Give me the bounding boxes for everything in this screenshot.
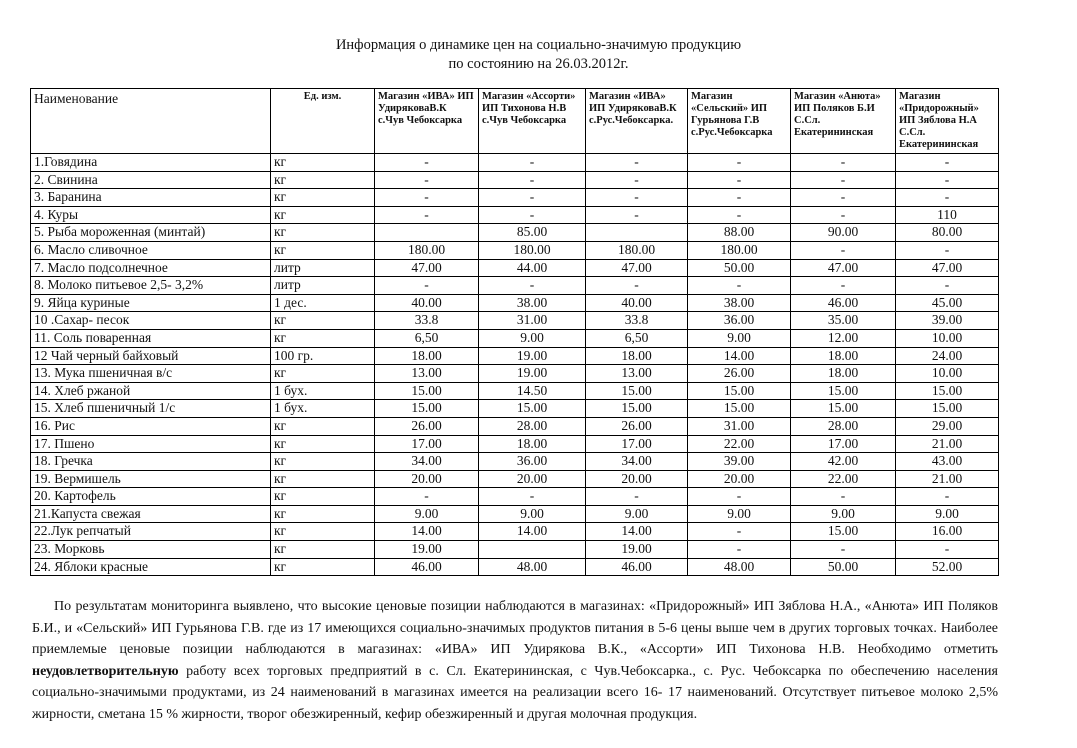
price-cell: 9.00 — [586, 505, 688, 523]
price-cell: - — [479, 171, 586, 189]
price-cell: 18.00 — [791, 365, 896, 383]
price-cell: - — [688, 154, 791, 172]
price-cell: - — [896, 541, 999, 559]
header-store-iva-rus: Магазин «ИВА» ИП УдиряковаВ.К с.Рус.Чебоксарка. — [586, 89, 688, 154]
table-row — [31, 312, 999, 330]
price-cell: 9.00 — [479, 329, 586, 347]
unit: кг — [271, 435, 375, 453]
price-cell: 13.00 — [586, 365, 688, 383]
product-name: 1.Говядина — [31, 154, 271, 172]
table-row — [31, 400, 999, 418]
product-name: 24. Яблоки красные — [31, 558, 271, 576]
unit: кг — [271, 206, 375, 224]
price-cell: 47.00 — [896, 259, 999, 277]
price-cell: 110 — [896, 206, 999, 224]
table-row — [31, 382, 999, 400]
price-cell: - — [375, 277, 479, 295]
product-name: 19. Вермишель — [31, 470, 271, 488]
price-cell: 28.00 — [791, 417, 896, 435]
price-cell: 19.00 — [479, 365, 586, 383]
price-cell: 180.00 — [375, 241, 479, 259]
document-title — [0, 36, 1077, 74]
price-cell: 40.00 — [586, 294, 688, 312]
unit: кг — [271, 470, 375, 488]
price-cell: 14.00 — [375, 523, 479, 541]
price-cell: 16.00 — [896, 523, 999, 541]
unit: литр — [271, 277, 375, 295]
price-cell: - — [375, 154, 479, 172]
price-cell: 46.00 — [791, 294, 896, 312]
price-cell: 19.00 — [375, 541, 479, 559]
table-row — [31, 154, 999, 172]
price-cell: 15.00 — [896, 400, 999, 418]
price-cell: 40.00 — [375, 294, 479, 312]
table-row — [31, 347, 999, 365]
price-cell: 180.00 — [586, 241, 688, 259]
price-cell: 9.00 — [479, 505, 586, 523]
price-cell — [375, 224, 479, 242]
price-cell: 46.00 — [586, 558, 688, 576]
unit: кг — [271, 171, 375, 189]
price-cell: 26.00 — [375, 417, 479, 435]
price-cell: 88.00 — [688, 224, 791, 242]
price-cell: 33.8 — [586, 312, 688, 330]
unit: кг — [271, 488, 375, 506]
unit: кг — [271, 154, 375, 172]
price-cell: 47.00 — [586, 259, 688, 277]
product-name: 13. Мука пшеничная в/с — [31, 365, 271, 383]
conclusion-emphasis: неудовлетворительную — [32, 663, 179, 679]
unit: кг — [271, 329, 375, 347]
price-cell: 50.00 — [791, 558, 896, 576]
price-cell: 10.00 — [896, 329, 999, 347]
price-cell: - — [896, 171, 999, 189]
price-cell: 20.00 — [586, 470, 688, 488]
price-cell: - — [688, 277, 791, 295]
price-cell: 15.00 — [586, 400, 688, 418]
price-cell: 12.00 — [791, 329, 896, 347]
price-cell: 14.00 — [688, 347, 791, 365]
price-cell: 31.00 — [688, 417, 791, 435]
price-cell: 34.00 — [586, 453, 688, 471]
price-cell: 6,50 — [375, 329, 479, 347]
price-cell: 34.00 — [375, 453, 479, 471]
price-cell: 15.00 — [479, 400, 586, 418]
unit: литр — [271, 259, 375, 277]
price-cell: - — [586, 154, 688, 172]
price-cell: 180.00 — [479, 241, 586, 259]
price-cell: - — [479, 206, 586, 224]
price-cell: - — [896, 241, 999, 259]
product-name: 2. Свинина — [31, 171, 271, 189]
price-cell: 38.00 — [479, 294, 586, 312]
price-cell: 180.00 — [688, 241, 791, 259]
price-cell: 33.8 — [375, 312, 479, 330]
price-cell: 31.00 — [479, 312, 586, 330]
price-cell: 36.00 — [479, 453, 586, 471]
price-cell: 15.00 — [688, 382, 791, 400]
unit: кг — [271, 523, 375, 541]
price-cell: 29.00 — [896, 417, 999, 435]
price-cell: - — [375, 171, 479, 189]
price-cell: - — [896, 189, 999, 207]
price-cell: 43.00 — [896, 453, 999, 471]
price-cell: - — [586, 189, 688, 207]
table-row — [31, 294, 999, 312]
product-name: 7. Масло подсолнечное — [31, 259, 271, 277]
unit: кг — [271, 453, 375, 471]
price-cell: 48.00 — [479, 558, 586, 576]
unit: кг — [271, 241, 375, 259]
price-cell: 52.00 — [896, 558, 999, 576]
price-cell: 15.00 — [586, 382, 688, 400]
price-cell: - — [791, 154, 896, 172]
price-cell: 39.00 — [688, 453, 791, 471]
price-cell: - — [688, 171, 791, 189]
product-name: 22.Лук репчатый — [31, 523, 271, 541]
price-cell: 9.00 — [896, 505, 999, 523]
product-name: 8. Молоко питьевое 2,5- 3,2% — [31, 277, 271, 295]
price-cell — [479, 541, 586, 559]
price-cell: - — [586, 277, 688, 295]
price-cell: - — [479, 154, 586, 172]
price-cell: 50.00 — [688, 259, 791, 277]
header-store-pridorozhny: Магазин «Придорожный» ИП Зяблова Н.А С.Сл. Екатерининская — [896, 89, 999, 154]
price-table-body — [31, 154, 999, 576]
price-cell: 20.00 — [479, 470, 586, 488]
price-cell: - — [586, 171, 688, 189]
price-cell: 9.00 — [688, 505, 791, 523]
price-cell: - — [479, 488, 586, 506]
product-name: 11. Соль поваренная — [31, 329, 271, 347]
price-cell: - — [791, 171, 896, 189]
price-cell: - — [688, 541, 791, 559]
price-cell: 20.00 — [375, 470, 479, 488]
price-cell: - — [586, 488, 688, 506]
table-row — [31, 505, 999, 523]
table-row — [31, 171, 999, 189]
table-row — [31, 488, 999, 506]
price-cell: 18.00 — [586, 347, 688, 365]
table-row — [31, 277, 999, 295]
price-cell: 35.00 — [791, 312, 896, 330]
conclusion-paragraph — [32, 596, 998, 725]
price-table — [30, 88, 999, 576]
price-cell: 19.00 — [586, 541, 688, 559]
price-cell: - — [896, 488, 999, 506]
unit: 1 дес. — [271, 294, 375, 312]
price-cell: 21.00 — [896, 435, 999, 453]
table-row — [31, 329, 999, 347]
table-row — [31, 435, 999, 453]
price-cell: - — [791, 206, 896, 224]
price-cell: 26.00 — [586, 417, 688, 435]
price-cell: 15.00 — [375, 400, 479, 418]
unit: кг — [271, 541, 375, 559]
price-cell: 21.00 — [896, 470, 999, 488]
product-name: 12 Чай черный байховый — [31, 347, 271, 365]
product-name: 15. Хлеб пшеничный 1/с — [31, 400, 271, 418]
unit: кг — [271, 312, 375, 330]
price-cell: 85.00 — [479, 224, 586, 242]
conclusion-text-2: работу всех торговых предприятий в с. Сл. Екатерининская, с Чув.Чебоксарка., с. Рус. Чебоксарка по обеспечению населения социально-значимыми продуктами, из 24 наименований в магазинах имеется на реализации всего 16- 17 наименований. Отсутствует питьевое молоко 2,5% жирности, сметана 15 % жирности, творог обезжиренный, кефир обезжиренный и другая молочная продукция. — [32, 663, 998, 722]
price-cell: 14.00 — [479, 523, 586, 541]
price-cell: 46.00 — [375, 558, 479, 576]
price-cell: 15.00 — [791, 523, 896, 541]
price-cell: 14.50 — [479, 382, 586, 400]
table-row — [31, 470, 999, 488]
price-cell: 15.00 — [688, 400, 791, 418]
product-name: 14. Хлеб ржаной — [31, 382, 271, 400]
price-cell: 18.00 — [791, 347, 896, 365]
table-row — [31, 259, 999, 277]
header-store-iva-chuv: Магазин «ИВА» ИП УдиряковаВ.К с.Чув Чебоксарка — [375, 89, 479, 154]
price-cell: 22.00 — [688, 435, 791, 453]
product-name: 23. Морковь — [31, 541, 271, 559]
price-cell: 17.00 — [586, 435, 688, 453]
price-cell: 90.00 — [791, 224, 896, 242]
price-cell: 44.00 — [479, 259, 586, 277]
price-cell: - — [896, 154, 999, 172]
table-row — [31, 241, 999, 259]
product-name: 3. Баранина — [31, 189, 271, 207]
table-row — [31, 365, 999, 383]
price-cell: 15.00 — [791, 382, 896, 400]
price-cell: 45.00 — [896, 294, 999, 312]
table-row — [31, 417, 999, 435]
price-cell: 9.00 — [688, 329, 791, 347]
price-cell: - — [688, 206, 791, 224]
header-store-anyuta: Магазин «Анюта» ИП Поляков Б.И С.Сл. Екатерининская — [791, 89, 896, 154]
price-cell: 15.00 — [791, 400, 896, 418]
price-cell: 48.00 — [688, 558, 791, 576]
unit: кг — [271, 505, 375, 523]
unit: кг — [271, 189, 375, 207]
unit: кг — [271, 417, 375, 435]
table-row — [31, 189, 999, 207]
table-row — [31, 558, 999, 576]
price-cell: 80.00 — [896, 224, 999, 242]
price-cell: - — [479, 189, 586, 207]
price-cell: - — [375, 206, 479, 224]
table-row — [31, 224, 999, 242]
price-cell: - — [791, 241, 896, 259]
price-cell: 36.00 — [688, 312, 791, 330]
price-cell: - — [791, 541, 896, 559]
unit: 1 бух. — [271, 400, 375, 418]
price-cell: - — [688, 189, 791, 207]
price-cell: - — [791, 189, 896, 207]
header-store-assorti: Магазин «Ассорти» ИП Тихонова Н.В с.Чув Чебоксарка — [479, 89, 586, 154]
price-cell: 39.00 — [896, 312, 999, 330]
price-cell: - — [586, 206, 688, 224]
title-line-2: по состоянию на 26.03.2012г. — [448, 56, 629, 72]
price-cell: 14.00 — [586, 523, 688, 541]
price-cell: 47.00 — [375, 259, 479, 277]
table-row — [31, 541, 999, 559]
price-cell: 15.00 — [375, 382, 479, 400]
price-cell: - — [688, 523, 791, 541]
price-cell — [586, 224, 688, 242]
table-header-row — [31, 89, 999, 154]
price-cell: 6,50 — [586, 329, 688, 347]
product-name: 10 .Сахар- песок — [31, 312, 271, 330]
header-store-selsky: Магазин «Сельский» ИП Гурьянова Г.В с.Рус.Чебоксарка — [688, 89, 791, 154]
product-name: 6. Масло сливочное — [31, 241, 271, 259]
price-cell: - — [479, 277, 586, 295]
price-cell: 17.00 — [791, 435, 896, 453]
price-cell: 19.00 — [479, 347, 586, 365]
price-cell: - — [896, 277, 999, 295]
price-cell: 42.00 — [791, 453, 896, 471]
product-name: 17. Пшено — [31, 435, 271, 453]
product-name: 18. Гречка — [31, 453, 271, 471]
price-cell: 24.00 — [896, 347, 999, 365]
price-cell: 18.00 — [375, 347, 479, 365]
price-cell: 28.00 — [479, 417, 586, 435]
product-name: 9. Яйца куриные — [31, 294, 271, 312]
unit: 1 бух. — [271, 382, 375, 400]
price-cell: 22.00 — [791, 470, 896, 488]
unit: 100 гр. — [271, 347, 375, 365]
unit: кг — [271, 365, 375, 383]
unit: кг — [271, 558, 375, 576]
price-cell: - — [688, 488, 791, 506]
price-cell: 15.00 — [896, 382, 999, 400]
price-cell: 10.00 — [896, 365, 999, 383]
header-unit: Ед. изм. — [271, 89, 375, 154]
price-cell: 9.00 — [791, 505, 896, 523]
product-name: 21.Капуста свежая — [31, 505, 271, 523]
product-name: 4. Куры — [31, 206, 271, 224]
price-cell: 9.00 — [375, 505, 479, 523]
unit: кг — [271, 224, 375, 242]
price-cell: - — [791, 488, 896, 506]
price-cell: 13.00 — [375, 365, 479, 383]
table-row — [31, 523, 999, 541]
price-cell: 18.00 — [479, 435, 586, 453]
header-name: Наименование — [31, 89, 271, 154]
price-cell: 20.00 — [688, 470, 791, 488]
conclusion-text-1: По результатам мониторинга выявлено, что высокие ценовые позиции наблюдаются в магазинах: «Придорожный» ИП Зяблова Н.А., «Анюта» ИП Поляков Б.И., и «Сельский» ИП Гурьянова Г.В. где из 17 имеющихся социально-значимых продуктов питания в 5-6 цены выше чем в других торговых точках. Наиболее приемлемые ценовые позиции наблюдаются в магазинах: «ИВА» ИП Удирякова В.К., «Ассорти» ИП Тихонова Н.В. Необходимо отметить — [32, 599, 998, 657]
title-line-1: Информация о динамике цен на социально-значимую продукцию — [335, 37, 742, 53]
price-cell: - — [791, 277, 896, 295]
table-row — [31, 453, 999, 471]
price-cell: 26.00 — [688, 365, 791, 383]
price-cell: 47.00 — [791, 259, 896, 277]
product-name: 5. Рыба мороженная (минтай) — [31, 224, 271, 242]
product-name: 20. Картофель — [31, 488, 271, 506]
price-cell: 17.00 — [375, 435, 479, 453]
table-row — [31, 206, 999, 224]
price-cell: - — [375, 189, 479, 207]
product-name: 16. Рис — [31, 417, 271, 435]
price-cell: - — [375, 488, 479, 506]
price-cell: 38.00 — [688, 294, 791, 312]
